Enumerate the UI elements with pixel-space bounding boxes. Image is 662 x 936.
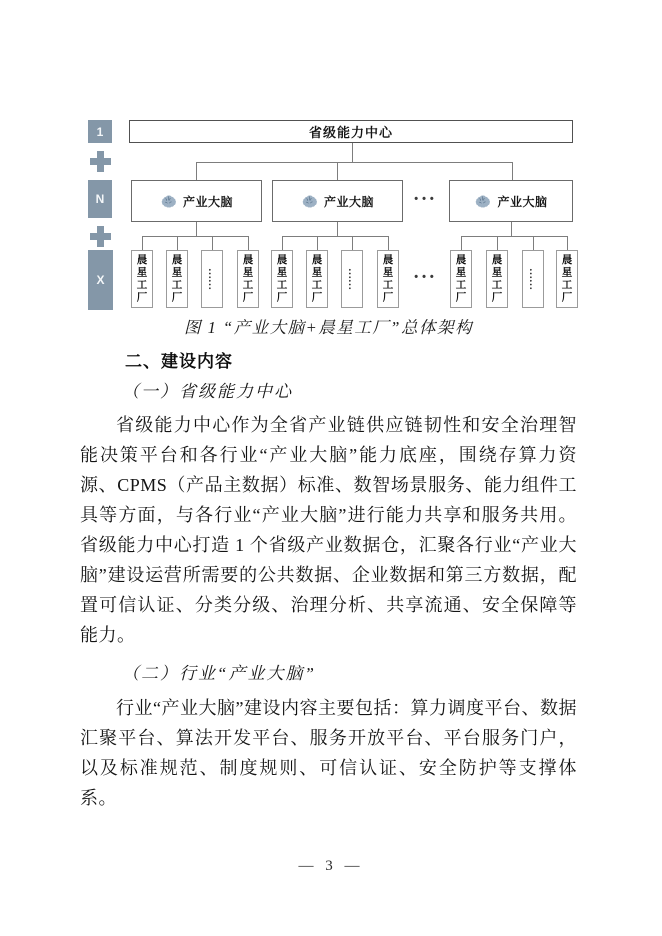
connector-line (248, 236, 249, 250)
factory-node-ellipsis (201, 250, 223, 308)
factory-node (271, 250, 293, 308)
connector-line (142, 236, 143, 250)
rail-level-n (88, 180, 112, 218)
vertical-ellipsis: …… (527, 268, 539, 290)
connector-line (282, 236, 283, 250)
paragraph-2: 行业“产业大脑”建设内容主要包括：算力调度平台、数据汇聚平台、算法开发平台、服务开放平台、平台服务门户，以及标准规范、制度规则、可信认证、安全防护等支撑体系。 (80, 698, 577, 808)
connector-line (461, 236, 568, 237)
section-heading: 二、建设内容 (125, 352, 233, 371)
factory-node-ellipsis (341, 250, 363, 308)
connector-line (196, 162, 513, 163)
brain-node (272, 180, 403, 222)
plus-icon (90, 226, 111, 247)
factory-node-label: 晨星工厂 (310, 254, 323, 304)
rail-level-x (88, 250, 113, 310)
brain-node-label: 产业大脑 (323, 194, 374, 209)
factory-node (237, 250, 259, 308)
brain-node (449, 180, 573, 222)
connector-line (282, 236, 389, 237)
rail-level-x-label: X (96, 273, 105, 287)
rail-level-n-label: N (95, 192, 105, 206)
subsection-heading-1: （一）省级能力中心 (122, 382, 293, 401)
connector-line (497, 236, 498, 250)
brain-icon (160, 194, 177, 209)
vertical-ellipsis: …… (206, 268, 218, 290)
connector-line (511, 222, 512, 236)
connector-line (567, 236, 568, 250)
connector-line (337, 162, 338, 180)
brain-row-ellipsis: ••• (414, 193, 438, 205)
factory-node-label: 晨星工厂 (275, 254, 288, 304)
connector-line (352, 236, 353, 250)
factory-node-ellipsis (522, 250, 544, 308)
plus-icon (90, 151, 111, 172)
factory-node-label: 晨星工厂 (560, 254, 573, 304)
document-body (80, 351, 577, 813)
architecture-diagram (0, 0, 662, 345)
factory-node (450, 250, 472, 308)
connector-line (196, 222, 197, 236)
connector-line (512, 162, 513, 180)
brain-icon (301, 194, 318, 209)
factory-node (556, 250, 578, 308)
connector-line (317, 236, 318, 250)
connector-line (177, 236, 178, 250)
root-node-label: 省级能力中心 (308, 125, 393, 140)
factory-node-label: 晨星工厂 (135, 254, 148, 304)
connector-line (533, 236, 534, 250)
subsection-heading-2: （二）行业“产业大脑” (122, 664, 316, 683)
page-number: — 3 — (298, 858, 364, 874)
connector-line (461, 236, 462, 250)
factory-node (377, 250, 399, 308)
connector-line (196, 162, 197, 180)
rail-level-1-label: 1 (96, 124, 104, 139)
figure-caption: 图 1 “产业大脑+晨星工厂”总体架构 (184, 318, 473, 337)
paragraph-1: 省级能力中心作为全省产业链供应链韧性和安全治理智能决策平台和各行业“产业大脑”能力底座，围绕存算力资源、CPMS（产品主数据）标准、数智场景服务、能力组件工具等方面，与各行业“产业大脑”进行能力共享和服务共用。省级能力中心打造 1 个省级产业数据仓，汇聚各行业“产业大脑”建设运营所需要的公共数据、企业数据和第三方数据，配置可信认证、分类分级、治理分析、共享流通、安全保障等能力。 (80, 415, 577, 645)
vertical-ellipsis: …… (346, 268, 358, 290)
rail-level-1 (88, 120, 112, 143)
factory-node (131, 250, 153, 308)
factory-node-label: 晨星工厂 (454, 254, 467, 304)
root-node-provincial-center (129, 120, 573, 143)
connector-line (388, 236, 389, 250)
brain-icon (474, 194, 491, 209)
factory-node-label: 晨星工厂 (381, 254, 394, 304)
connector-line (337, 222, 338, 236)
connector-line (212, 236, 213, 250)
factory-node (486, 250, 508, 308)
connector-line (142, 236, 249, 237)
factory-node (306, 250, 328, 308)
factory-node-label: 晨星工厂 (490, 254, 503, 304)
factory-node (166, 250, 188, 308)
brain-node-label: 产业大脑 (182, 194, 233, 209)
factory-node-label: 晨星工厂 (170, 254, 183, 304)
factory-node-label: 晨星工厂 (241, 254, 254, 304)
factory-row-ellipsis: ••• (414, 271, 438, 283)
connector-line (352, 143, 353, 162)
brain-node-label: 产业大脑 (497, 194, 548, 209)
brain-node (131, 180, 262, 222)
